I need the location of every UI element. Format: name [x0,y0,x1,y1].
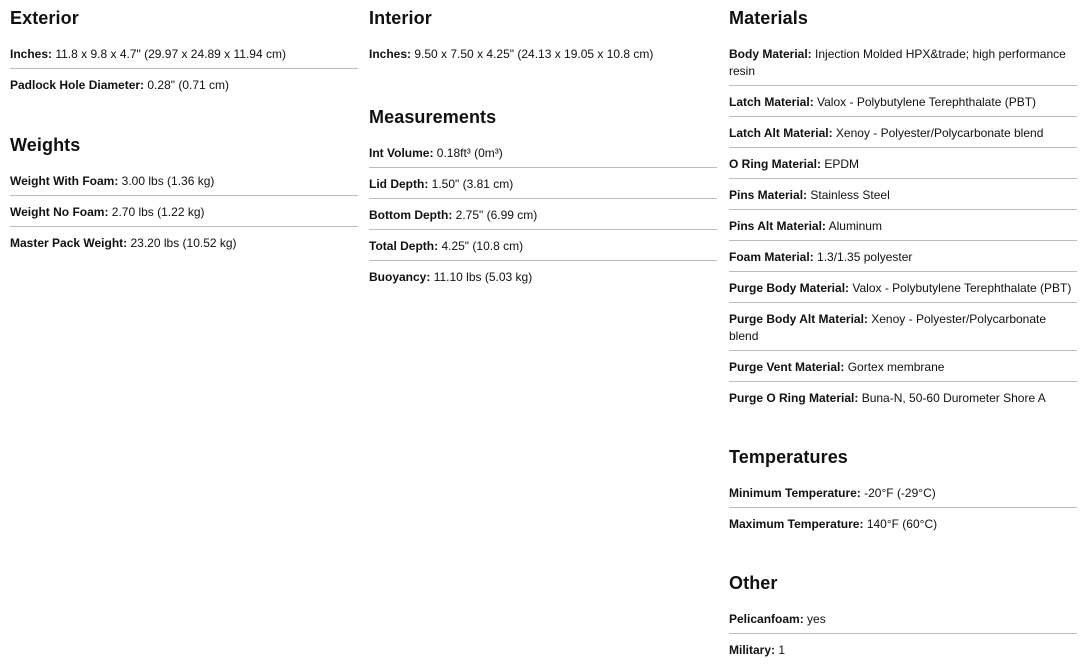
spec-row-buoyancy [369,261,717,291]
spec-row-o-ring-material [729,148,1077,179]
section-title-exterior: Exterior [10,8,79,28]
spec-row-latch-alt-material [729,117,1077,148]
spec-row-purge-body-alt-material [729,303,1077,351]
spec-row-bottom-depth [369,199,717,230]
interior-section [369,8,717,68]
spec-row-weight-with-foam [10,165,358,196]
spec-value: Xenoy - Polyester/Polycarbonate blend [729,312,1047,343]
spec-value: yes [803,612,826,626]
spec-label: Weight No Foam: [10,205,109,219]
section-title-other: Other [729,573,778,593]
spec-value: 1.3/1.35 polyester [813,250,913,264]
materials-spec-list [729,38,1077,412]
spec-label: Inches: [10,47,53,61]
materials-section [729,8,1077,412]
spec-label: O Ring Material: [729,157,822,171]
spec-row-purge-body-material [729,272,1077,303]
weights-section [10,135,358,257]
spec-value: 2.75" (6.99 cm) [452,208,538,222]
column-right [729,0,1077,664]
spec-row-total-depth [369,230,717,261]
spec-label: Inches: [369,47,412,61]
spec-value: 9.50 x 7.50 x 4.25" (24.13 x 19.05 x 10.8 cm) [411,47,654,61]
weights-spec-list [10,165,358,257]
spec-row-minimum-temperature [729,477,1077,508]
measurements-spec-list [369,137,717,291]
temperatures-spec-list [729,477,1077,538]
section-title-interior: Interior [369,8,432,28]
spec-label: Lid Depth: [369,177,429,191]
spec-value: Injection Molded HPX&trade; high performance resin [729,47,1066,78]
spec-value: 0.18ft³ (0m³) [433,146,503,160]
spec-label: Purge Body Material: [729,281,850,295]
spec-value: 140°F (60°C) [863,517,938,531]
section-title-materials: Materials [729,8,808,28]
spec-row-interior-inches [369,38,717,68]
spec-label: Buoyancy: [369,270,431,284]
spec-label: Total Depth: [369,239,439,253]
spec-row-lid-depth [369,168,717,199]
spec-label: Military: [729,643,776,657]
exterior-section [10,8,358,99]
column-left [10,0,358,257]
column-middle [369,0,717,291]
spec-row-pins-alt-material [729,210,1077,241]
spec-label: Purge Body Alt Material: [729,312,868,326]
spec-label: Foam Material: [729,250,814,264]
spec-row-body-material [729,38,1077,86]
section-title-weights: Weights [10,135,81,155]
spec-row-purge-vent-material [729,351,1077,382]
spec-label: Weight With Foam: [10,174,119,188]
spec-label: Padlock Hole Diameter: [10,78,145,92]
spec-row-master-pack-weight [10,227,358,257]
spec-label: Purge O Ring Material: [729,391,859,405]
spec-row-int-volume [369,137,717,168]
spec-value: Xenoy - Polyester/Polycarbonate blend [832,126,1044,140]
spec-value: 0.28" (0.71 cm) [144,78,230,92]
spec-value: 23.20 lbs (10.52 kg) [127,236,237,250]
spec-value: Valox - Polybutylene Terephthalate (PBT) [849,281,1072,295]
spec-row-exterior-inches [10,38,358,69]
spec-value: 2.70 lbs (1.22 kg) [108,205,205,219]
spec-label: Purge Vent Material: [729,360,845,374]
spec-value: Stainless Steel [807,188,890,202]
spec-label: Bottom Depth: [369,208,453,222]
exterior-spec-list [10,38,358,99]
temperatures-section [729,447,1077,538]
spec-value: Aluminum [825,219,882,233]
spec-value: Buna-N, 50-60 Durometer Shore A [858,391,1046,405]
spec-row-latch-material [729,86,1077,117]
spec-row-weight-no-foam [10,196,358,227]
spec-label: Master Pack Weight: [10,236,128,250]
spec-value: 11.10 lbs (5.03 kg) [430,270,533,284]
measurements-section [369,107,717,291]
spec-row-purge-o-ring-material [729,382,1077,412]
spec-label: Pelicanfoam: [729,612,804,626]
section-title-temperatures: Temperatures [729,447,848,467]
spec-value: 3.00 lbs (1.36 kg) [118,174,215,188]
spec-value: Valox - Polybutylene Terephthalate (PBT) [813,95,1037,109]
spec-row-padlock-hole-diameter [10,69,358,99]
spec-row-military [729,634,1077,664]
spec-label: Int Volume: [369,146,434,160]
spec-value: -20°F (-29°C) [860,486,936,500]
spec-value: Gortex membrane [844,360,945,374]
other-spec-list [729,603,1077,664]
section-title-measurements: Measurements [369,107,497,127]
spec-row-foam-material [729,241,1077,272]
spec-label: Latch Alt Material: [729,126,833,140]
spec-value: 4.25" (10.8 cm) [438,239,524,253]
spec-label: Latch Material: [729,95,814,109]
spec-label: Body Material: [729,47,812,61]
spec-value: 11.8 x 9.8 x 4.7" (29.97 x 24.89 x 11.94 cm) [52,47,286,61]
spec-label: Minimum Temperature: [729,486,861,500]
spec-value: EPDM [821,157,860,171]
spec-row-pelicanfoam [729,603,1077,634]
spec-value: 1 [775,643,786,657]
spec-value: 1.50" (3.81 cm) [428,177,514,191]
spec-label: Pins Alt Material: [729,219,826,233]
spec-label: Maximum Temperature: [729,517,864,531]
other-section [729,573,1077,664]
spec-label: Pins Material: [729,188,808,202]
interior-spec-list [369,38,717,68]
spec-row-maximum-temperature [729,508,1077,538]
spec-row-pins-material [729,179,1077,210]
